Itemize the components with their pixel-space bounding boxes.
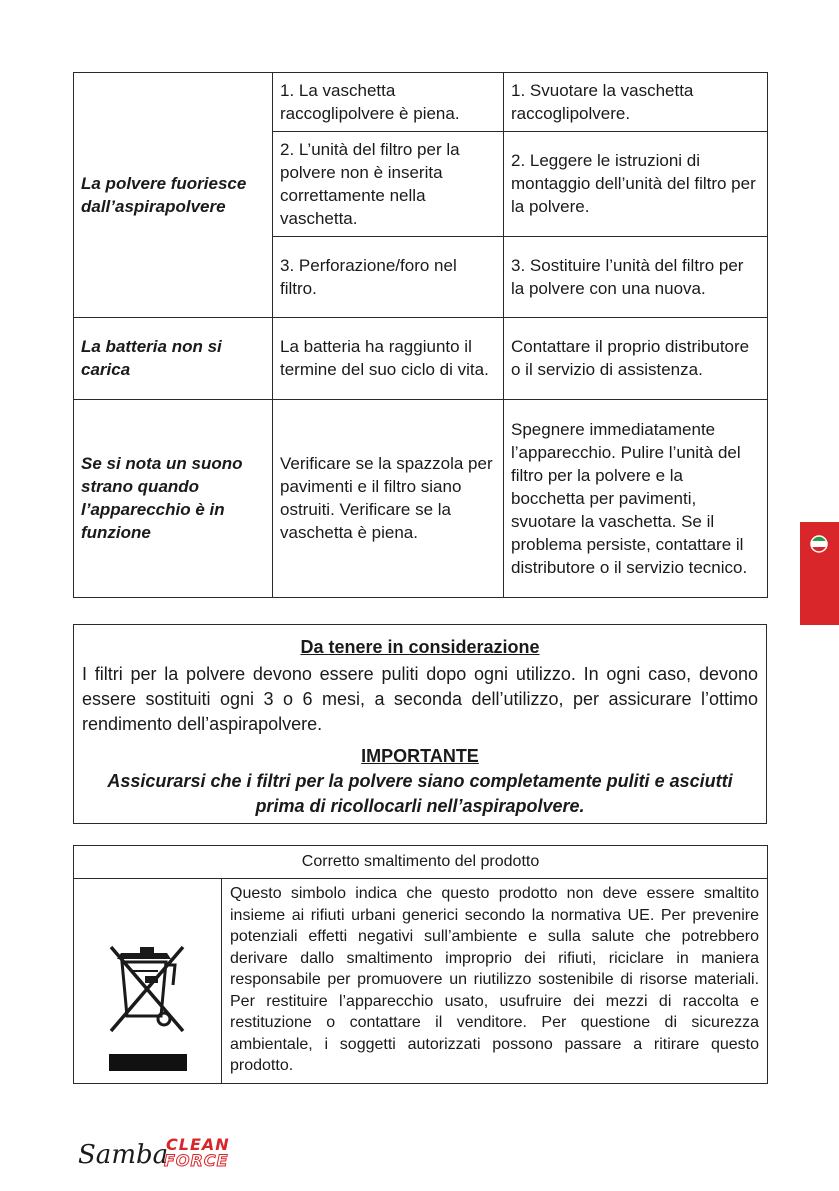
cause-cell: 3. Perforazione/foro nel filtro. — [273, 237, 504, 318]
disposal-table — [73, 845, 768, 1084]
cause-cell: Verificare se la spazzola per pavimenti e il filtro siano ostruiti. Verificare se la vaschetta è piena. — [273, 400, 504, 598]
note-title: Da tenere in considerazione — [300, 637, 540, 657]
table-row — [74, 318, 768, 400]
table-row — [74, 400, 768, 598]
disposal-text: Questo simbolo indica che questo prodotto non deve essere smaltito insieme ai rifiuti urbani generici secondo la normativa UE. Per prevenire potenziali effetti negativi sull’ambiente e sulla salute che potrebbero derivare dallo smaltimento improprio dei rifiuti, riciclare in maniera responsabile per promuovere un riutilizzo sostenibile di risorse materiali. Per restituire l’apparecchio usato, usufruire dei mezzi di raccolta e restituzione o contattare il venditore. Per questione di sicurezza ambientale, i soggetti autorizzati possono passare a ritirare questo prodotto. — [222, 879, 768, 1084]
problem-cell: La batteria non si carica — [74, 318, 273, 400]
note-box — [73, 624, 767, 824]
solution-cell: Spegnere immediatamente l’apparecchio. Pulire l’unità del filtro per la polvere e la bocchetta per pavimenti, svuotare la vaschetta. Se il problema persiste, contattare il distributore o il servizio tecnico. — [504, 400, 768, 598]
solution-cell: 2. Leggere le istruzioni di montaggio dell’unità del filtro per la polvere. — [504, 132, 768, 237]
important-label: IMPORTANTE — [361, 746, 479, 766]
table-row — [74, 879, 768, 1084]
cause-cell: La batteria ha raggiunto il termine del suo ciclo di vita. — [273, 318, 504, 400]
brand-line1: CLEAN — [166, 1135, 230, 1154]
problem-cell: Se si nota un suono strano quando l’apparecchio è in funzione — [74, 400, 273, 598]
language-tab — [800, 522, 839, 625]
problem-cell: La polvere fuoriesce dall’aspirapolvere — [74, 73, 273, 318]
troubleshooting-table — [73, 72, 768, 598]
symbol-cell — [74, 879, 222, 1084]
brand-script: Samba — [78, 1140, 169, 1170]
brand-line2: FORCE — [164, 1151, 229, 1170]
cause-cell: 1. La vaschetta raccoglipolvere è piena. — [273, 73, 504, 132]
brand-logo — [78, 1133, 248, 1178]
important-text: Assicurarsi che i filtri per la polvere siano completamente puliti e asciutti prima di ricollocarli nell’aspirapolvere. — [107, 771, 733, 816]
solution-cell: 3. Sostituire l’unità del filtro per la polvere con una nuova. — [504, 237, 768, 318]
italy-flag-icon — [810, 535, 828, 553]
disposal-title: Corretto smaltimento del prodotto — [74, 846, 768, 879]
solution-cell: 1. Svuotare la vaschetta raccoglipolvere. — [504, 73, 768, 132]
table-row — [74, 73, 768, 132]
solution-cell: Contattare il proprio distributore o il servizio di assistenza. — [504, 318, 768, 400]
note-body: I filtri per la polvere devono essere puliti dopo ogni utilizzo. In ogni caso, devono essere sostituiti ogni 3 o 6 mesi, a seconda dell’utilizzo, per assicurare l’ottimo rendimento dell’aspirapolvere. — [82, 664, 758, 734]
table-row — [74, 846, 768, 879]
crossed-out-wheelie-bin-icon — [105, 941, 191, 1071]
cause-cell: 2. L’unità del filtro per la polvere non è inserita correttamente nella vaschetta. — [273, 132, 504, 237]
